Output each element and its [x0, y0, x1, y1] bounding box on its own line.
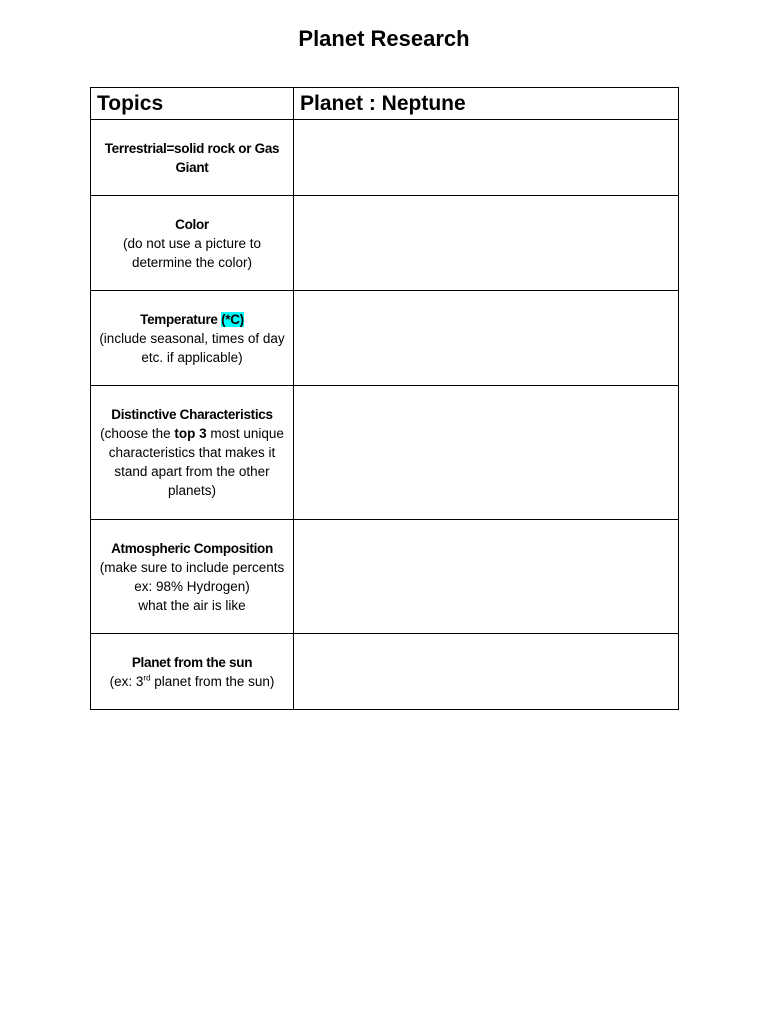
desc-bold: top 3: [174, 426, 207, 441]
table-row: [91, 386, 679, 520]
answer-cell-color[interactable]: [294, 196, 679, 291]
table-row: [91, 520, 679, 634]
document-title: Planet Research: [298, 26, 470, 51]
desc-part: planet from the sun): [150, 673, 275, 689]
answer-cell-terrestrial[interactable]: [294, 120, 679, 196]
topic-name: [95, 310, 289, 329]
topic-name: Terrestrial=solid rock or Gas Giant: [104, 140, 280, 175]
desc-part: (choose the: [100, 426, 175, 441]
topic-name: Color: [175, 216, 209, 232]
answer-cell-distinctive[interactable]: [294, 386, 679, 520]
table-row: [91, 634, 679, 710]
answer-cell-position[interactable]: [294, 634, 679, 710]
topic-description: [95, 424, 289, 500]
desc-part: (ex: 3: [109, 673, 144, 689]
table-row: [91, 120, 679, 196]
topic-cell-atmosphere: [91, 520, 294, 634]
topic-name-text: Temperature: [140, 311, 218, 327]
topic-cell-temperature: [91, 291, 294, 386]
topic-cell-color: [91, 196, 294, 291]
topic-name: Distinctive Characteristics: [111, 407, 273, 422]
topic-description: (make sure to include percents ex: 98% Hydrogen): [99, 559, 285, 594]
topic-description: (do not use a picture to determine the color): [122, 235, 262, 270]
topics-header: Topics: [91, 88, 294, 120]
topic-description: [95, 672, 289, 691]
unit-highlight: (*C): [221, 311, 244, 327]
answer-cell-temperature[interactable]: [294, 291, 679, 386]
topic-description: (include seasonal, times of day etc. if applicable): [99, 330, 285, 365]
topic-description-extra: what the air is like: [138, 597, 246, 613]
desc-part: most unique characteristics that makes it stand apart from the other planets): [108, 426, 284, 498]
topic-cell-terrestrial: [91, 120, 294, 196]
desc-superscript: rd: [143, 673, 151, 682]
table-header-row: [91, 88, 679, 120]
table-row: [91, 196, 679, 291]
table-row: [91, 291, 679, 386]
topic-cell-distinctive: [91, 386, 294, 520]
topic-name: Planet from the sun: [131, 654, 253, 670]
topic-cell-position: [91, 634, 294, 710]
topic-name: Atmospheric Composition: [111, 540, 273, 556]
planet-research-table: [90, 87, 679, 710]
planet-header: Planet : Neptune: [294, 88, 679, 120]
answer-cell-atmosphere[interactable]: [294, 520, 679, 634]
